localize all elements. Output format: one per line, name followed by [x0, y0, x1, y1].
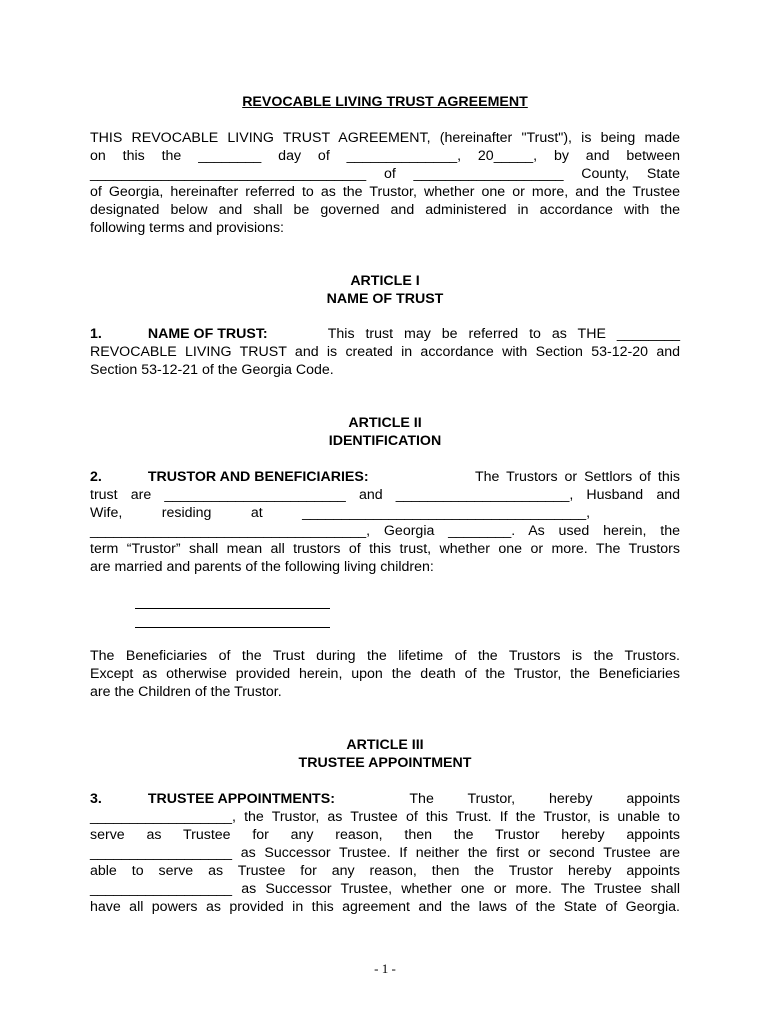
section-1-number: 1. — [90, 326, 102, 342]
child-name-blank-2 — [135, 627, 330, 628]
section-2-line-6: are married and parents of the following living children: — [90, 559, 434, 575]
article-1-subheading: NAME OF TRUST — [326, 291, 444, 307]
section-3-label: TRUSTEE APPOINTMENTS: — [147, 791, 335, 807]
section-3-line-4: __________________ as Successor Trustee. If neither the first or second Trustee are — [90, 845, 680, 861]
article-1-heading: ARTICLE I — [350, 273, 420, 289]
article-3-subheading: TRUSTEE APPOINTMENT — [298, 755, 472, 771]
article-3-section-line-1 — [90, 790, 680, 808]
intro-line-1: THIS REVOCABLE LIVING TRUST AGREEMENT, (hereinafter "Trust"), is being made — [90, 130, 680, 146]
section-1-label: NAME OF TRUST: — [147, 326, 268, 342]
child-name-blank-1 — [135, 608, 330, 609]
section-2-line-4: ___________________________________, Georgia ________. As used herein, the — [90, 523, 680, 539]
section-3-line-3: serve as Trustee for any reason, then the Trustor hereby appoints — [90, 827, 680, 843]
intro-line-5: designated below and shall be governed and administered in accordance with the — [90, 202, 680, 218]
section-1-line1-rest: This trust may be referred to as THE ________ — [327, 326, 680, 342]
beneficiaries-line-3: are the Children of the Trustor. — [90, 684, 282, 700]
section-3-line1-rest: The Trustor, hereby appoints — [409, 791, 680, 807]
article-1-section-line-1 — [90, 325, 680, 343]
beneficiaries-line-1: The Beneficiaries of the Trust during the lifetime of the Trustors is the Trustors. — [90, 648, 680, 664]
section-3-line-5: able to serve as Trustee for any reason, then the Trustor hereby appoints — [90, 863, 680, 879]
section-1-line-3: Section 53-12-21 of the Georgia Code. — [90, 362, 334, 378]
section-2-number: 2. — [90, 469, 102, 485]
document-title: REVOCABLE LIVING TRUST AGREEMENT — [242, 94, 528, 110]
section-1-line-2: REVOCABLE LIVING TRUST and is created in accordance with Section 53-12-20 and — [90, 344, 680, 360]
intro-line-6: following terms and provisions: — [90, 220, 284, 236]
section-3-number: 3. — [90, 791, 102, 807]
section-3-line-7: have all powers as provided in this agreement and the laws of the State of Georgia. — [90, 899, 680, 915]
section-3-line-2: __________________, the Trustor, as Trustee of this Trust. If the Trustor, is unable to — [90, 809, 680, 825]
intro-line-4: of Georgia, hereinafter referred to as the Trustor, whether one or more, and the Trustee — [90, 184, 680, 200]
section-2-line-5: term “Trustor” shall mean all trustors of this trust, whether one or more. The Trustors — [90, 541, 680, 557]
section-2-line1-rest: The Trustors or Settlors of this — [474, 469, 680, 485]
article-2-subheading: IDENTIFICATION — [328, 433, 442, 449]
page-number: - 1 - — [374, 961, 396, 976]
section-2-label: TRUSTOR AND BENEFICIARIES: — [147, 469, 369, 485]
section-2-line-3: Wife, residing at ____________________________________, — [90, 505, 591, 521]
article-2-section-line-1 — [90, 468, 680, 486]
section-3-line-6: __________________ as Successor Trustee, whether one or more. The Trustee shall — [90, 881, 680, 897]
section-2-line-2: trust are _______________________ and ______________________, Husband and — [90, 487, 680, 503]
intro-line-2: on this the ________ day of ______________, 20_____, by and between — [90, 148, 680, 164]
beneficiaries-line-2: Except as otherwise provided herein, upon the death of the Trustor, the Beneficiaries — [90, 666, 680, 682]
article-3-heading: ARTICLE III — [346, 737, 424, 753]
article-2-heading: ARTICLE II — [348, 415, 422, 431]
intro-line-3: ___________________________________ of ___________________ County, State — [90, 166, 680, 182]
